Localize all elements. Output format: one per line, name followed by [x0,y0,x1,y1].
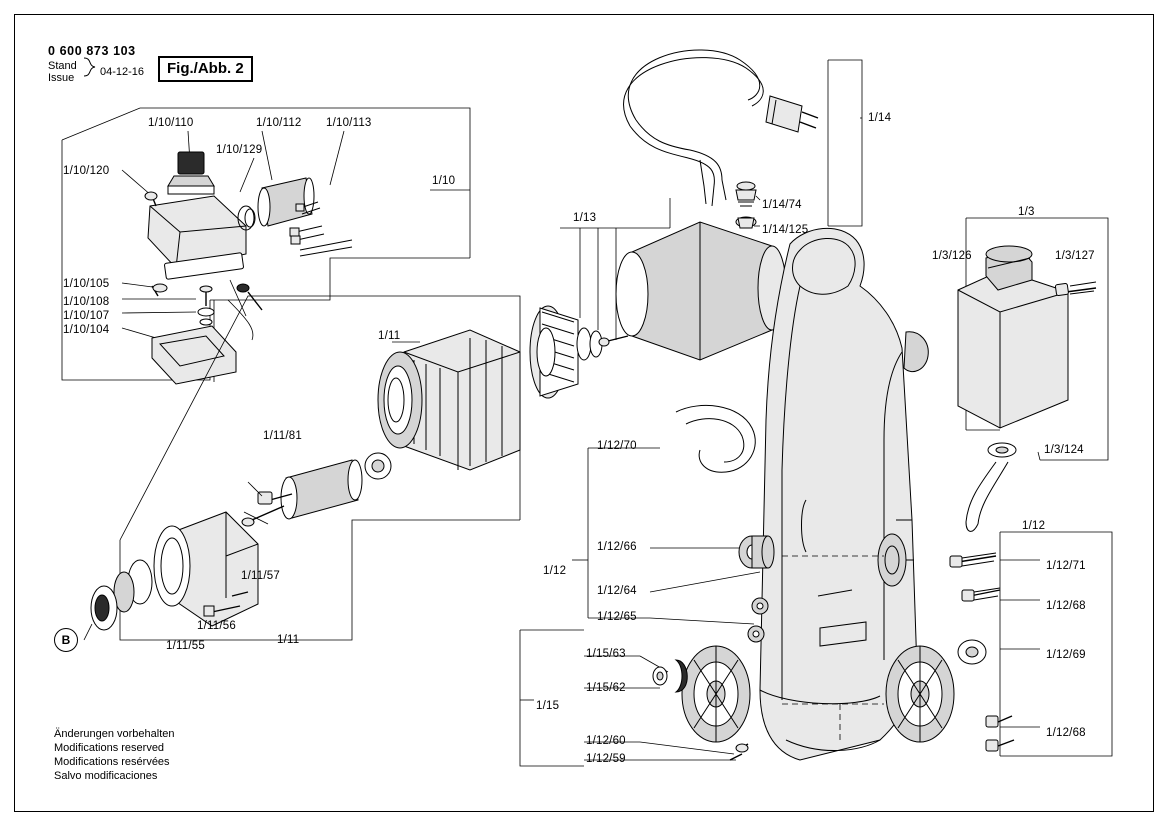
figure-label: Fig./Abb. 2 [158,56,253,82]
callout-1-15-62: 1/15/62 [586,682,626,694]
callout-1-10-112: 1/10/112 [256,117,302,129]
callout-1-12-70: 1/12/70 [597,440,637,452]
callout-1-12-65: 1/12/65 [597,611,637,623]
callout-1-11-57: 1/11/57 [241,570,280,582]
callout-1-3-124: 1/3/124 [1044,444,1084,456]
footer-line-es: Salvo modificaciones [54,770,158,782]
callout-1-10-108: 1/10/108 [63,296,110,308]
callout-1-13: 1/13 [573,212,597,224]
callout-1-3-126: 1/3/126 [932,250,972,262]
callout-1-15: 1/15 [536,700,560,712]
callout-1-14: 1/14 [868,112,892,124]
callout-1-12-71: 1/12/71 [1046,560,1086,572]
callout-1-12-68-upper: 1/12/68 [1046,600,1086,612]
callout-1-10-120: 1/10/120 [63,165,110,177]
callout-1-10-129: 1/10/129 [216,144,263,156]
callout-1-10: 1/10 [432,175,456,187]
callout-1-14-74: 1/14/74 [762,199,802,211]
callout-1-3-127: 1/3/127 [1055,250,1095,262]
reference-marker-b: B [54,628,78,652]
callout-1-11-bottom: 1/11 [277,634,300,646]
callout-1-11-81: 1/11/81 [263,430,302,442]
revision-date: 04-12-16 [100,66,145,78]
callout-1-12-60: 1/12/60 [586,735,626,747]
callout-1-15-63: 1/15/63 [586,648,626,660]
footer-line-en: Modifications reserved [54,742,165,754]
footer-line-fr: Modifications resérvées [54,756,170,768]
callout-1-10-110: 1/10/110 [148,117,194,129]
callout-1-12-66: 1/12/66 [597,541,637,553]
callout-1-12-right: 1/12 [1022,520,1046,532]
callout-1-12-69: 1/12/69 [1046,649,1086,661]
part-number: 0 600 873 103 [48,44,136,58]
callout-1-12-68-lower: 1/12/68 [1046,727,1086,739]
issue-label: Issue [48,72,75,84]
callout-1-12-left: 1/12 [543,565,567,577]
callout-1-11-56: 1/11/56 [197,620,236,632]
callout-1-11-55: 1/11/55 [166,640,205,652]
callout-1-10-113: 1/10/113 [326,117,372,129]
callout-1-10-104: 1/10/104 [63,324,110,336]
stand-label: Stand [48,60,77,72]
callout-1-10-105: 1/10/105 [63,278,110,290]
callout-1-12-64: 1/12/64 [597,585,637,597]
callout-1-12-59: 1/12/59 [586,753,626,765]
callout-1-10-107: 1/10/107 [63,310,110,322]
footer-line-de: Änderungen vorbehalten [54,728,175,740]
callout-1-14-125: 1/14/125 [762,224,809,236]
callout-1-3: 1/3 [1018,206,1035,218]
callout-1-11-top: 1/11 [378,330,401,342]
